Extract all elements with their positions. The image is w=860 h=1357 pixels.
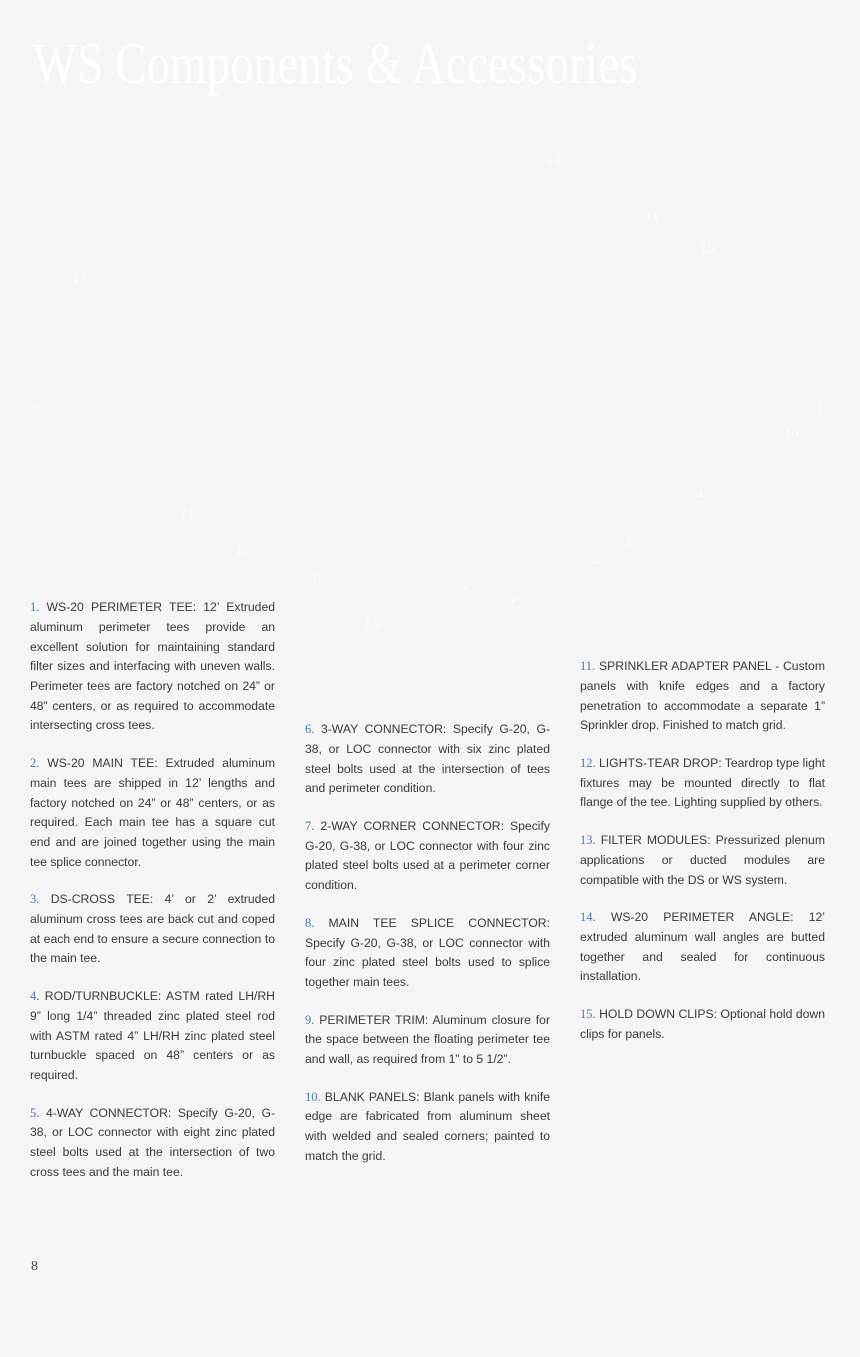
page-title: WS Components & Accessories [33, 31, 638, 96]
diagram-callout-14: 14 [364, 616, 379, 632]
description-item-4 [30, 987, 275, 1086]
diagram-callout-1: 1 [817, 401, 825, 417]
description-item-2 [30, 754, 275, 872]
diagram-callout-10: 10 [784, 426, 799, 442]
item-number: 4. [30, 989, 40, 1004]
description-item-13 [580, 831, 825, 890]
item-text: LIGHTS-TEAR DROP: Teardrop type light fixtures may be mounted directly to flat flange of the tee. Lighting supplied by others. [580, 756, 826, 810]
item-number: 3. [30, 892, 40, 907]
item-text: PERIMETER TRIM: Aluminum closure for the space between the floating perimeter tee and wall, as required from 1” to 5 1/2”. [305, 1012, 551, 1067]
item-number: 9. [305, 1012, 315, 1027]
description-columns [0, 586, 860, 1256]
diagram-callout-3: 3 [624, 534, 632, 550]
diagram-callout-7: 7 [34, 404, 42, 420]
diagram-callout-4: 4 [696, 487, 704, 503]
item-number: 7. [305, 819, 315, 833]
item-number: 14. [580, 910, 596, 925]
description-item-15 [580, 1005, 825, 1044]
text-column-3 [580, 645, 825, 1044]
item-number: 15. [580, 1007, 596, 1022]
diagram-callout-13: 13 [72, 272, 87, 288]
description-item-6 [305, 720, 550, 799]
item-number: 5. [30, 1105, 40, 1120]
item-number: 12. [580, 756, 596, 770]
diagram-callout-5: 5 [463, 584, 471, 600]
description-item-8 [305, 914, 550, 993]
item-text: 3-WAY CONNECTOR: Specify G-20, G-38, or LOC connector with six zinc plated steel bolts used at the intersection of tees and perimeter condition. [305, 722, 550, 796]
description-item-12 [580, 754, 825, 813]
diagram-callout-12: 12 [509, 596, 524, 612]
description-item-1 [30, 598, 275, 736]
item-number: 1. [30, 600, 40, 615]
description-item-7 [305, 817, 550, 896]
item-text: WS-20 PERIMETER ANGLE: 12’ extruded aluminum wall angles are butted together and sealed for continuous installation. [580, 910, 825, 984]
text-column-2 [305, 708, 550, 1167]
description-item-5 [30, 1104, 275, 1183]
item-text: ROD/TURNBUCKLE: ASTM rated LH/RH 9” long 1/4” threaded zinc plated steel rod with ASTM rated 4” LH/RH zinc plated steel turnbuckle spaced on 48” centers or as required. [30, 989, 275, 1082]
item-number: 13. [580, 833, 596, 848]
description-item-3 [30, 890, 275, 969]
item-text: 2-WAY CORNER CONNECTOR: Specify G-20, G-38, or LOC connector with four zinc plated steel bolts used at a perimeter corner condition. [305, 819, 550, 893]
diagram-callout-11: 11 [180, 507, 195, 523]
diagram-callout-11: 11 [645, 209, 660, 225]
diagram-callout-13: 13 [546, 152, 561, 168]
item-text: BLANK PANELS: Blank panels with knife edge are fabricated from aluminum sheet with welded and sealed corners; painted to match the grid. [305, 1089, 550, 1163]
item-text: WS-20 PERIMETER TEE: 12’ Extruded aluminum perimeter tees provide an excellent solution for maintaining standard filter sizes and interfacing with uneven walls. Perimeter tees are factory notched on 24” or 48” centers, or as required to accommodate intersecting cross tees. [30, 600, 275, 733]
description-item-14 [580, 908, 825, 987]
diagram-callout-6: 6 [313, 571, 321, 587]
page-number: 8 [31, 1259, 38, 1274]
diagram-illustration-area [0, 130, 860, 632]
description-item-11 [580, 657, 825, 736]
diagram-callout-2: 2 [593, 551, 601, 567]
item-number: 10. [305, 1089, 321, 1104]
description-item-10 [305, 1088, 550, 1167]
diagram-callout-15: 15 [700, 241, 715, 257]
item-text: DS-CROSS TEE: 4’ or 2’ extruded aluminum cross tees are back cut and coped at each end to ensure a secure connection to the main tee. [30, 892, 275, 966]
item-number: 8. [305, 915, 315, 930]
item-text: WS-20 MAIN TEE: Extruded aluminum main tees are shipped in 12’ lengths and factory notched on 24” or 48” centers, or as required. Each main tee has a square cut end and are joined together using the main tee splice connector. [30, 756, 275, 869]
item-number: 6. [305, 722, 315, 737]
text-column-1 [30, 586, 275, 1182]
item-text: FILTER MODULES: Pressurized plenum applications or ducted modules are compatible with the DS or WS system. [580, 833, 825, 887]
item-text: SPRINKLER ADAPTER PANEL - Custom panels with knife edges and a factory penetration to accommodate a separate 1” Sprinkler drop. Finished to match grid. [580, 659, 825, 733]
diagram-callout-8: 8 [237, 544, 245, 560]
item-text: HOLD DOWN CLIPS: Optional hold down clips for panels. [580, 1007, 826, 1041]
item-text: 4-WAY CONNECTOR: Specify G-20, G-38, or LOC connector with eight zinc plated steel bolts used at the intersection of two cross tees and the main tee. [30, 1105, 275, 1179]
description-item-9 [305, 1011, 550, 1070]
diagram-callout-9: 9 [756, 270, 764, 286]
item-number: 11. [580, 659, 596, 674]
item-text: MAIN TEE SPLICE CONNECTOR: Specify G-20, G-38, or LOC connector with four zinc plated steel bolts used to splice together main tees. [305, 915, 550, 989]
item-number: 2. [30, 756, 40, 771]
